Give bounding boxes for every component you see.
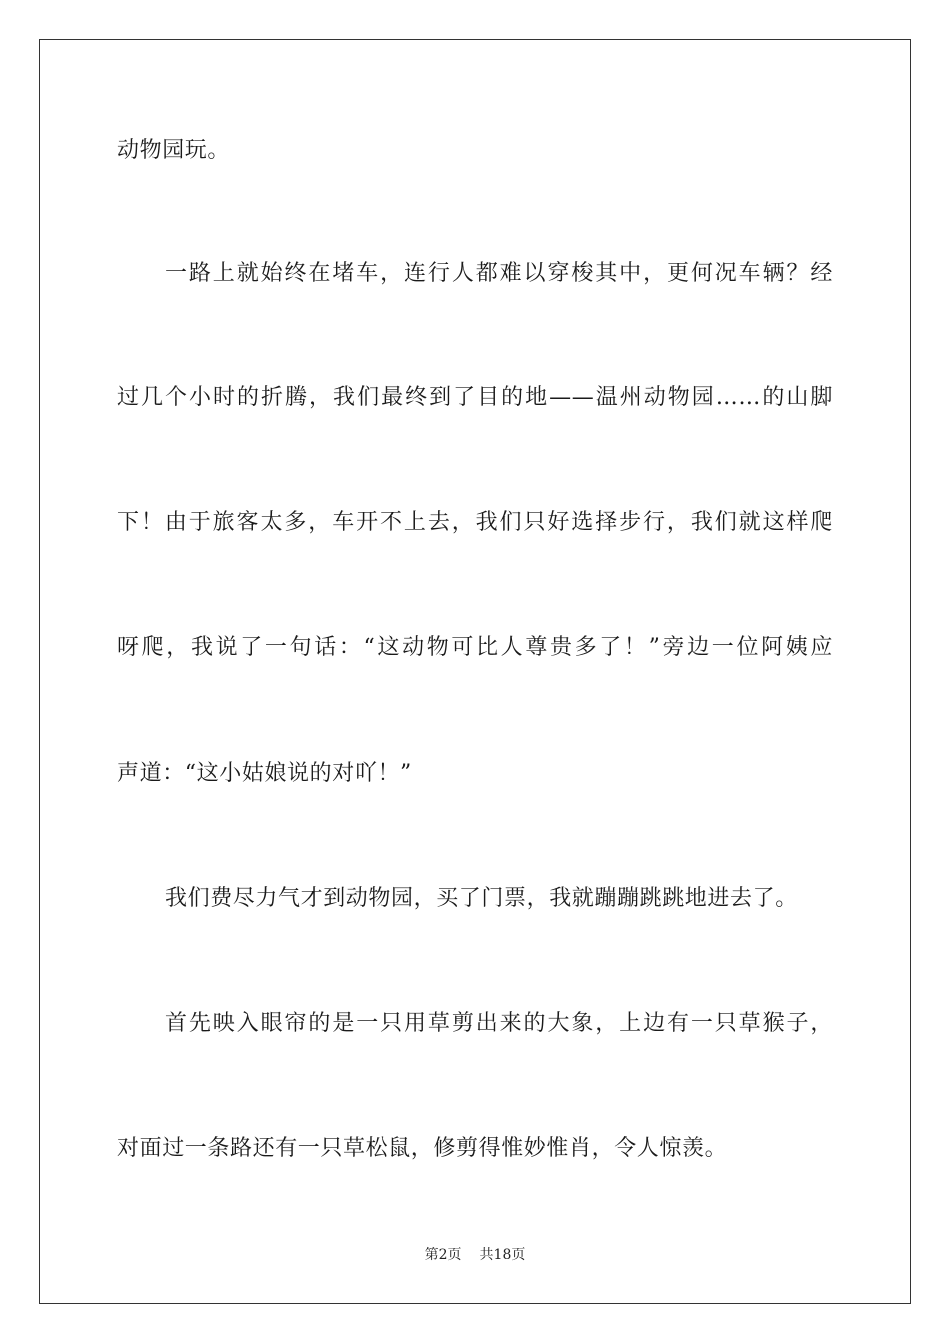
text-line-1: 动物园玩。 (117, 138, 231, 163)
text-line-8: 首先映入眼帘的是一只用草剪出来的大象，上边有一只草猴子， (165, 1011, 833, 1036)
text-line-3: 过几个小时的折腾，我们最终到了目的地——温州动物园……的山脚 (117, 385, 833, 410)
text-line-5: 呀爬，我说了一句话：“这动物可比人尊贵多了！”旁边一位阿姨应 (117, 635, 833, 660)
text-line-9: 对面过一条路还有一只草松鼠，修剪得惟妙惟肖，令人惊羡。 (117, 1136, 728, 1161)
page-border (39, 39, 911, 1304)
text-line-6: 声道：“这小姑娘说的对吖！” (117, 761, 412, 786)
text-line-2: 一路上就始终在堵车，连行人都难以穿梭其中，更何况车辆？经 (165, 261, 833, 286)
text-line-4: 下！由于旅客太多，车开不上去，我们只好选择步行，我们就这样爬 (117, 510, 833, 535)
page-number: 第2页 (424, 1247, 462, 1263)
text-line-7: 我们费尽力气才到动物园，买了门票，我就蹦蹦跳跳地进去了。 (165, 886, 798, 911)
page-total: 共18页 (479, 1247, 526, 1263)
page-footer (0, 1246, 950, 1264)
